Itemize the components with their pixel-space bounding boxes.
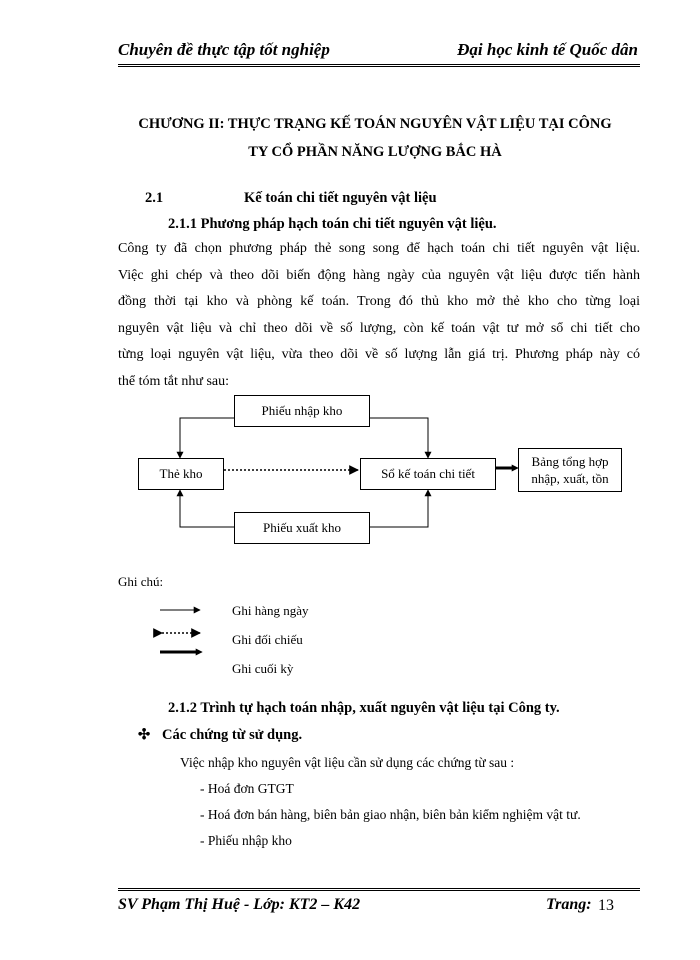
box-phieu-nhap-kho: Phiếu nhập kho: [234, 395, 370, 427]
box-so-ke-toan-chi-tiet: Sổ kế toán chi tiết: [360, 458, 496, 490]
box-bang-tong-hop: [518, 448, 622, 492]
legend-title: Ghi chú:: [118, 574, 164, 589]
document-item: - Phiếu nhập kho: [200, 833, 292, 848]
arrow-xuat-to-thekho: [180, 490, 234, 527]
paragraph-line: thể tóm tắt như sau:: [118, 373, 230, 389]
paragraph-line: Việc ghi chép và theo dõi biến động hàng ngày của nguyên vật liệu được tiến hành: [118, 267, 640, 283]
documents-intro: Việc nhập kho nguyên vật liệu cần sử dụng các chứng từ sau :: [180, 755, 515, 770]
documents-bullet-icon: ✣: [138, 727, 151, 743]
chapter-title-line1: CHƯƠNG II: THỰC TRẠNG KẾ TOÁN NGUYÊN VẬT LIỆU TẠI CÔNG: [138, 116, 612, 132]
footer-page-label: Trang:: [546, 896, 592, 913]
box-bang-tong-hop-line2: nhập, xuất, tồn: [531, 471, 609, 486]
arrow-nhap-to-sokt: [370, 418, 428, 458]
subsection-title-2-1-1: 2.1.1 Phương pháp hạch toán chi tiết nguyên vật liệu.: [168, 216, 497, 232]
section-number: 2.1: [145, 190, 164, 206]
box-the-kho: Thẻ kho: [138, 458, 224, 490]
footer-page-number: 13: [598, 897, 614, 914]
box-bang-tong-hop-line1: Bảng tổng hợp: [531, 454, 609, 469]
subsection-title-2-1-2: 2.1.2 Trình tự hạch toán nhập, xuất nguyên vật liệu tại Công ty.: [168, 700, 560, 716]
document-item: - Hoá đơn bán hàng, biên bản giao nhận, biên bản kiểm nghiệm vật tư.: [200, 807, 581, 822]
arrow-nhap-to-thekho: [180, 418, 234, 458]
section-title: Kế toán chi tiết nguyên vật liệu: [244, 190, 437, 206]
header-left: Chuyên đề thực tập tốt nghiệp: [118, 40, 330, 59]
legend-compare: Ghi đối chiếu: [232, 632, 303, 647]
legend-end-period: Ghi cuối kỳ: [232, 661, 294, 676]
footer-rule: [118, 888, 640, 894]
legend-daily: Ghi hàng ngày: [232, 603, 309, 618]
footer-student: SV Phạm Thị Huệ - Lớp: KT2 – K42: [118, 896, 361, 913]
paragraph-line: Công ty đã chọn phương pháp thẻ song song để hạch toán chi tiết nguyên vật liệu.: [118, 241, 640, 256]
chapter-title-line2: TY CỔ PHẦN NĂNG LƯỢNG BẮC HÀ: [248, 144, 502, 160]
paragraph-line: nguyên vật liệu và chỉ theo dõi về số lượng, còn kế toán vật tư mở sổ chi tiết cho: [118, 320, 640, 336]
header-right: Đại học kinh tế Quốc dân: [457, 40, 638, 59]
paragraph-line: từng loại nguyên vật liệu, vừa theo dõi về số lượng lẫn giá trị. Phương pháp này có: [118, 347, 640, 362]
document-item: - Hoá đơn GTGT: [200, 781, 294, 796]
paragraph-line: đồng thời tại kho và phòng kế toán. Trong đó thủ kho mở thẻ kho cho từng loại: [118, 294, 640, 309]
documents-heading: Các chứng từ sử dụng.: [162, 727, 303, 743]
arrow-xuat-to-sokt: [370, 490, 428, 527]
box-phieu-xuat-kho: Phiếu xuất kho: [234, 512, 370, 544]
